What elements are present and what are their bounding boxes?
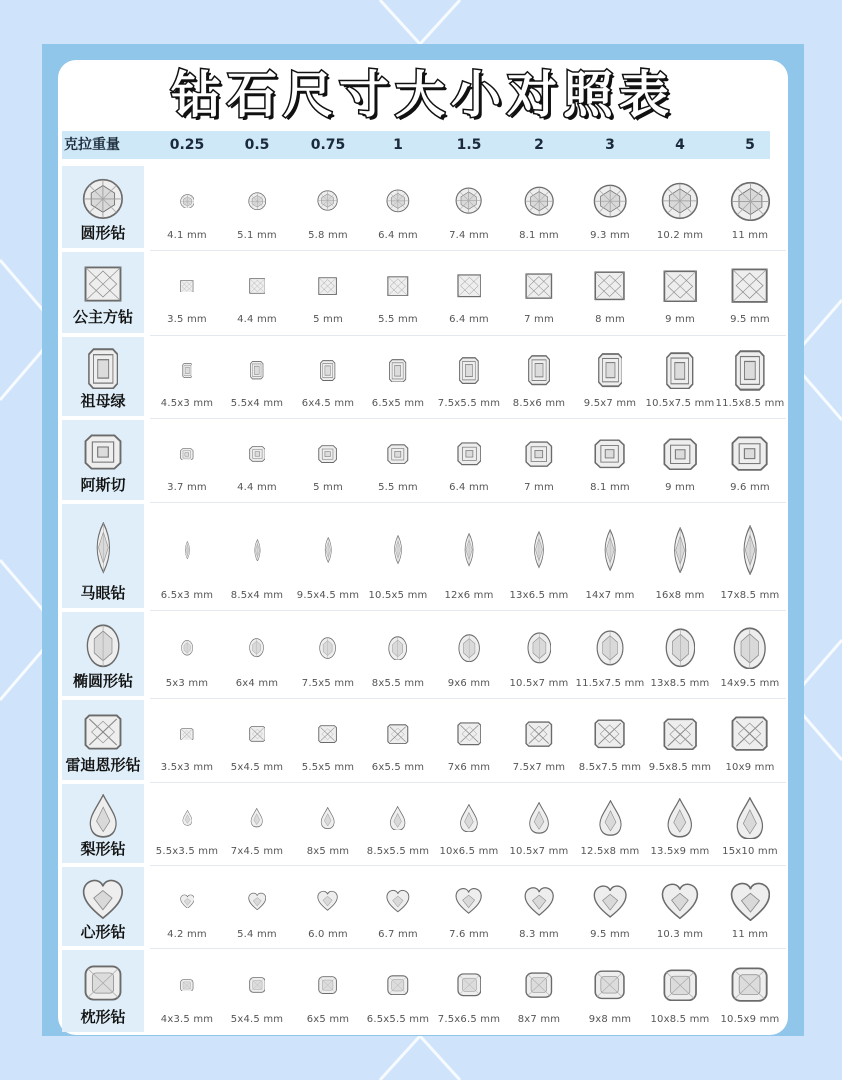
size-label: 7x4.5 mm: [230, 846, 284, 857]
radiant-diamond-3ct: [594, 719, 625, 749]
size-label: 7.5x5.5 mm: [437, 398, 501, 409]
shape-divider: [62, 416, 144, 420]
size-label: 8.5x6 mm: [512, 398, 566, 409]
size-label: 5.8 mm: [308, 230, 348, 241]
oval-diamond-5ct: [733, 627, 766, 670]
shape-name: 阿斯切: [80, 476, 126, 494]
row-divider: [150, 865, 786, 866]
emerald-diamond-1.5ct: [459, 357, 479, 384]
shape-name: 梨形钻: [80, 840, 126, 858]
marquise-diamond-4ct: [669, 527, 691, 573]
size-label: 10.5x5 mm: [368, 590, 428, 601]
size-label: 10.5x7.5 mm: [645, 398, 715, 409]
size-label: 16x8 mm: [655, 590, 705, 601]
size-label: 10.5x7 mm: [509, 846, 569, 857]
size-label: 9 mm: [665, 314, 695, 325]
shape-divider: [62, 248, 144, 252]
round-diamond-1.5ct: [455, 187, 482, 214]
carat-header-0: 0.25: [169, 137, 205, 153]
size-label: 7 mm: [524, 482, 554, 493]
shape-name: 椭圆形钻: [72, 672, 133, 690]
princess-diamond-0.25ct: [180, 280, 194, 293]
cushion-diamond-4ct: [663, 969, 697, 1002]
row-divider: [150, 948, 786, 949]
heart-diamond-0.5ct: [248, 892, 266, 910]
heart-diamond-0.25ct: [180, 894, 195, 909]
size-label: 7.5x6.5 mm: [437, 1014, 501, 1025]
asscher-diamond-4ct: [663, 438, 697, 471]
size-label: 7 mm: [524, 314, 554, 325]
emerald-diamond-3ct: [598, 353, 623, 387]
shape-name: 祖母绿: [80, 392, 126, 410]
shape-label-cell: [62, 430, 144, 495]
cushion-diamond-1.5ct: [457, 973, 482, 997]
asscher-diamond-3ct: [594, 439, 625, 469]
cushion-diamond-0.75ct: [318, 976, 337, 994]
size-label: 11.5x8.5 mm: [715, 398, 785, 409]
size-label: 4.5x3 mm: [160, 398, 214, 409]
princess-diamond-icon: [84, 266, 122, 302]
shape-divider: [62, 500, 144, 504]
marquise-diamond-1.5ct: [461, 533, 477, 566]
size-label: 7.6 mm: [449, 929, 489, 940]
round-diamond-3ct: [593, 184, 627, 218]
row-divider: [150, 502, 786, 503]
round-diamond-0.5ct: [248, 192, 266, 210]
carat-header-3: 1: [393, 137, 403, 153]
asscher-diamond-1.5ct: [457, 442, 482, 466]
size-label: 8.5x4 mm: [230, 590, 284, 601]
row-divider: [150, 698, 786, 699]
princess-diamond-5ct: [731, 268, 768, 303]
shape-name: 心形钻: [80, 923, 126, 941]
size-label: 9.5 mm: [590, 929, 630, 940]
size-label: 9.6 mm: [730, 482, 770, 493]
round-diamond-0.25ct: [180, 194, 195, 209]
round-diamond-icon: [82, 178, 124, 220]
size-label: 4x3.5 mm: [160, 1014, 214, 1025]
oval-diamond-0.75ct: [319, 637, 336, 659]
size-label: 9x8 mm: [588, 1014, 632, 1025]
size-label: 6.4 mm: [449, 482, 489, 493]
oval-diamond-1ct: [388, 636, 407, 661]
cushion-diamond-2ct: [525, 972, 553, 998]
round-diamond-5ct: [730, 181, 771, 222]
shape-label-cell: [62, 877, 144, 942]
size-label: 5x4.5 mm: [230, 1014, 284, 1025]
size-label: 5.5x4 mm: [230, 398, 284, 409]
heart-diamond-3ct: [593, 884, 627, 918]
size-label: 3.7 mm: [167, 482, 207, 493]
size-label: 4.1 mm: [167, 230, 207, 241]
asscher-diamond-0.25ct: [180, 448, 194, 461]
size-label: 15x10 mm: [722, 846, 778, 857]
size-label: 5.4 mm: [237, 929, 277, 940]
size-label: 13x6.5 mm: [509, 590, 569, 601]
size-label: 10x8.5 mm: [650, 1014, 710, 1025]
heart-diamond-1ct: [386, 889, 410, 913]
size-label: 5x3 mm: [165, 678, 209, 689]
size-label: 12.5x8 mm: [580, 846, 640, 857]
carat-header-6: 3: [605, 137, 615, 153]
asscher-diamond-5ct: [731, 436, 768, 471]
carat-weight-label: 克拉重量: [64, 137, 120, 153]
radiant-diamond-0.75ct: [318, 725, 337, 743]
size-label: 3.5x3 mm: [160, 762, 214, 773]
size-label: 9.5x4.5 mm: [296, 590, 360, 601]
shape-label-cell: [62, 794, 144, 859]
shape-divider: [62, 946, 144, 950]
emerald-diamond-1ct: [389, 359, 406, 383]
shape-divider: [62, 863, 144, 867]
size-label: 8x5.5 mm: [371, 678, 425, 689]
size-label: 11 mm: [731, 230, 769, 241]
oval-diamond-0.25ct: [181, 640, 193, 656]
marquise-diamond-2ct: [530, 531, 548, 568]
size-label: 8x7 mm: [517, 1014, 561, 1025]
size-label: 8.5x5.5 mm: [366, 846, 430, 857]
marquise-diamond-0.75ct: [322, 537, 334, 563]
size-label: 4.4 mm: [237, 482, 277, 493]
shape-label-cell: [62, 710, 144, 775]
emerald-diamond-0.5ct: [250, 361, 263, 379]
carat-header-8: 5: [745, 137, 755, 153]
cushion-diamond-5ct: [731, 967, 768, 1002]
radiant-diamond-0.25ct: [180, 728, 194, 741]
size-label: 5x4.5 mm: [230, 762, 284, 773]
size-label: 10.2 mm: [656, 230, 704, 241]
size-label: 4.4 mm: [237, 314, 277, 325]
size-label: 6.5x5.5 mm: [366, 1014, 430, 1025]
size-label: 8.3 mm: [519, 929, 559, 940]
cushion-diamond-0.5ct: [249, 977, 266, 993]
pear-diamond-0.25ct: [182, 810, 193, 826]
radiant-diamond-1ct: [387, 724, 409, 745]
heart-diamond-2ct: [524, 886, 554, 916]
radiant-diamond-icon: [84, 714, 122, 750]
size-label: 8x5 mm: [306, 846, 350, 857]
pear-diamond-1.5ct: [459, 804, 479, 833]
heart-diamond-icon: [82, 878, 124, 920]
heart-diamond-1.5ct: [455, 887, 482, 914]
round-diamond-2ct: [524, 186, 554, 216]
shape-label-cell: [62, 262, 144, 327]
size-label: 9.5x8.5 mm: [648, 762, 712, 773]
pear-diamond-2ct: [528, 802, 550, 834]
size-label: 5.1 mm: [237, 230, 277, 241]
princess-diamond-3ct: [594, 271, 625, 301]
size-label: 5.5 mm: [378, 482, 418, 493]
size-label: 8.1 mm: [590, 482, 630, 493]
size-label: 6x5.5 mm: [371, 762, 425, 773]
shape-label-cell: [62, 176, 144, 243]
size-label: 5.5x3.5 mm: [155, 846, 219, 857]
size-label: 3.5 mm: [167, 314, 207, 325]
heart-diamond-0.75ct: [317, 890, 338, 911]
size-label: 7.5x5 mm: [301, 678, 355, 689]
princess-diamond-1.5ct: [457, 274, 482, 298]
size-label: 5.5x5 mm: [301, 762, 355, 773]
carat-header-5: 2: [534, 137, 544, 153]
size-label: 9x6 mm: [447, 678, 491, 689]
emerald-diamond-5ct: [735, 350, 765, 391]
pear-diamond-icon: [88, 794, 118, 838]
radiant-diamond-1.5ct: [457, 722, 482, 746]
marquise-diamond-0.5ct: [252, 539, 263, 562]
size-label: 9 mm: [665, 482, 695, 493]
size-label: 6.4 mm: [378, 230, 418, 241]
princess-diamond-0.5ct: [249, 278, 266, 294]
oval-diamond-icon: [86, 624, 120, 668]
emerald-diamond-2ct: [528, 355, 550, 385]
marquise-diamond-icon: [91, 522, 116, 573]
size-label: 9.5x7 mm: [583, 398, 637, 409]
shape-divider: [62, 333, 144, 337]
size-label: 7.5x7 mm: [512, 762, 566, 773]
cushion-diamond-1ct: [387, 975, 409, 996]
shape-label-cell: [62, 514, 144, 603]
carat-header-2: 0.75: [310, 137, 346, 153]
oval-diamond-3ct: [596, 630, 624, 666]
oval-diamond-0.5ct: [249, 638, 264, 657]
size-label: 8 mm: [595, 314, 625, 325]
size-label: 10x6.5 mm: [439, 846, 499, 857]
size-label: 10.5x9 mm: [720, 1014, 780, 1025]
shape-name: 马眼钻: [80, 584, 126, 602]
radiant-diamond-5ct: [731, 716, 768, 751]
cushion-diamond-3ct: [594, 970, 625, 1000]
shape-name: 圆形钻: [80, 224, 126, 242]
row-divider: [150, 335, 786, 336]
princess-diamond-0.75ct: [318, 277, 337, 295]
size-label: 8.5x7.5 mm: [578, 762, 642, 773]
heart-diamond-5ct: [730, 881, 771, 922]
size-label: 14x7 mm: [585, 590, 635, 601]
page-title: 钻石尺寸大小对照表: [171, 65, 675, 124]
carat-header-7: 4: [675, 137, 685, 153]
asscher-diamond-0.75ct: [318, 445, 337, 463]
shape-divider: [62, 780, 144, 784]
size-label: 6.5x3 mm: [160, 590, 214, 601]
shape-name: 公主方钻: [72, 308, 133, 326]
size-label: 14x9.5 mm: [720, 678, 780, 689]
size-label: 11 mm: [731, 929, 769, 940]
cushion-diamond-icon: [84, 965, 122, 1001]
emerald-diamond-0.75ct: [320, 360, 335, 381]
shape-label-cell: [62, 622, 144, 691]
carat-header-4: 1.5: [456, 137, 482, 153]
size-label: 7x6 mm: [447, 762, 491, 773]
radiant-diamond-4ct: [663, 718, 697, 751]
row-divider: [150, 250, 786, 251]
size-label: 5.5 mm: [378, 314, 418, 325]
pear-diamond-3ct: [598, 800, 623, 836]
size-label: 7.4 mm: [449, 230, 489, 241]
size-label: 6.0 mm: [308, 929, 348, 940]
oval-diamond-1.5ct: [458, 634, 480, 663]
size-label: 9.5 mm: [730, 314, 770, 325]
cushion-diamond-0.25ct: [180, 979, 194, 992]
size-label: 6.4 mm: [449, 314, 489, 325]
size-label: 8.1 mm: [519, 230, 559, 241]
oval-diamond-2ct: [527, 632, 552, 664]
size-label: 5 mm: [313, 314, 343, 325]
size-label: 9.3 mm: [590, 230, 630, 241]
size-label: 4.2 mm: [167, 929, 207, 940]
emerald-diamond-icon: [88, 348, 118, 390]
pear-diamond-1ct: [389, 806, 406, 831]
marquise-diamond-5ct: [738, 525, 762, 575]
pear-diamond-5ct: [735, 797, 765, 840]
size-label: 6.7 mm: [378, 929, 418, 940]
asscher-diamond-1ct: [387, 444, 409, 465]
row-divider: [150, 610, 786, 611]
heart-diamond-4ct: [661, 882, 699, 920]
shape-divider: [62, 608, 144, 612]
round-diamond-0.75ct: [317, 190, 338, 211]
emerald-diamond-4ct: [666, 352, 694, 390]
asscher-diamond-2ct: [525, 441, 553, 467]
size-label: 17x8.5 mm: [720, 590, 780, 601]
shape-label-cell: [62, 347, 144, 411]
size-label: 13.5x9 mm: [650, 846, 710, 857]
size-label: 10.5x7 mm: [509, 678, 569, 689]
princess-diamond-4ct: [663, 270, 697, 303]
princess-diamond-1ct: [387, 276, 409, 297]
size-label: 5 mm: [313, 482, 343, 493]
row-divider: [150, 418, 786, 419]
radiant-diamond-2ct: [525, 721, 553, 747]
size-label: 6.5x5 mm: [371, 398, 425, 409]
size-label: 10x9 mm: [725, 762, 775, 773]
size-label: 12x6 mm: [444, 590, 494, 601]
round-diamond-4ct: [661, 182, 699, 220]
marquise-diamond-1ct: [391, 535, 405, 564]
shape-name: 枕形钻: [80, 1008, 126, 1026]
asscher-diamond-0.5ct: [249, 446, 266, 462]
size-label: 11.5x7.5 mm: [575, 678, 645, 689]
size-label: 6x4 mm: [235, 678, 279, 689]
shape-name: 雷迪恩形钻: [65, 756, 141, 774]
size-label: 6x4.5 mm: [301, 398, 355, 409]
asscher-diamond-icon: [84, 434, 122, 470]
shape-label-cell: [62, 960, 144, 1027]
marquise-diamond-0.25ct: [183, 541, 192, 559]
pear-diamond-4ct: [666, 798, 694, 838]
pear-diamond-0.75ct: [320, 807, 335, 829]
size-label: 13x8.5 mm: [650, 678, 710, 689]
emerald-diamond-0.25ct: [182, 363, 193, 378]
title-banner: [58, 62, 788, 128]
shape-divider: [62, 696, 144, 700]
oval-diamond-4ct: [665, 628, 696, 668]
size-label: 6x5 mm: [306, 1014, 350, 1025]
marquise-diamond-3ct: [600, 529, 620, 571]
radiant-diamond-0.5ct: [249, 726, 266, 742]
princess-diamond-2ct: [525, 273, 553, 299]
pear-diamond-0.5ct: [250, 808, 263, 827]
size-label: 10.3 mm: [656, 929, 704, 940]
carat-header-1: 0.5: [244, 137, 270, 153]
row-divider: [150, 782, 786, 783]
round-diamond-1ct: [386, 189, 410, 213]
